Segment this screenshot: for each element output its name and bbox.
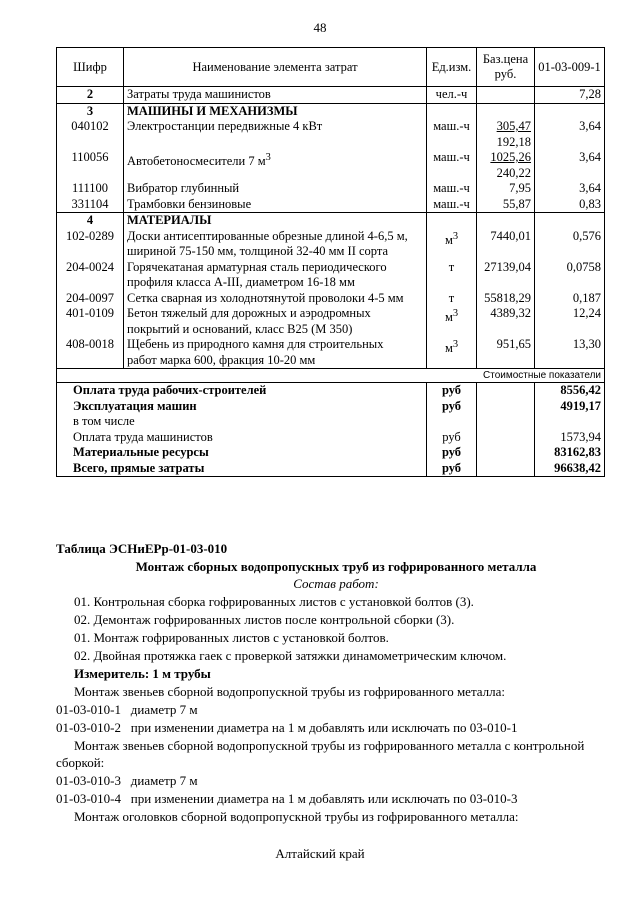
table-title: Таблица ЭСНиЕРр-01-03-010 xyxy=(56,541,228,556)
table-row: 408-0018 Щебень из природного камня для строительных работ марка 600, фракция 10-20 мм $м^3$ 951,65 13,30 xyxy=(57,337,605,369)
section-row-materials: 4 МАТЕРИАЛЫ xyxy=(57,213,605,229)
work-item: 02. Двойная протяжка гаек с проверкой затяжки динамометрическим ключом. xyxy=(74,648,507,663)
summary-row: Эксплуатация машин руб 4919,17 xyxy=(57,399,605,415)
paragraph: Монтаж звеньев сборной водопропускной трубы из гофрированного металла: xyxy=(74,684,506,699)
table-row: 331104 Трамбовки бензиновые маш.-ч 55,87 0,83 xyxy=(57,197,605,213)
paragraph: Монтаж звеньев сборной водопропускной трубы из гофрированного металла с контрольной xyxy=(74,738,585,753)
cost-indicators-row xyxy=(57,369,605,383)
code-item: 01-03-010-1 диаметр 7 м xyxy=(56,702,198,717)
table-row: 204-0024 Горячекатаная арматурная сталь периодического профиля класса А-III, диаметром 16-18 мм т 27139,04 0,0758 xyxy=(57,260,605,291)
table-row: 111100 Вибратор глубинный маш.-ч 7,95 3,64 xyxy=(57,181,605,197)
summary-row: Всего, прямые затраты руб 96638,42 xyxy=(57,461,605,477)
header-name: Наименование элемента затрат xyxy=(124,48,427,87)
summary-row: Оплата труда машинистов руб 1573,94 xyxy=(57,430,605,446)
summary-row: в том числе xyxy=(57,414,605,430)
code-item: 01-03-010-4 при изменении диаметра на 1 м добавлять или исключать по 03-010-3 xyxy=(56,791,518,806)
work-item: 01. Контрольная сборка гофрированных листов с установкой болтов (3). xyxy=(74,594,474,609)
table-row: 401-0109 Бетон тяжелый для дорожных и аэродромных покрытий и оснований, класс В25 (М 350) $м^3$ 4389,32 12,24 xyxy=(57,306,605,337)
cost-indicators-label: Стоимостные показатели xyxy=(57,369,605,383)
table-header-row xyxy=(57,48,605,87)
section-row-machines: 3 МАШИНЫ И МЕХАНИЗМЫ xyxy=(57,103,605,119)
header-base-price: Баз.цена руб. xyxy=(477,48,535,87)
table-row: 204-0097 Сетка сварная из холоднотянутой проволоки 4-5 мм т 55818,29 0,187 xyxy=(57,291,605,307)
footer-region: Алтайский край xyxy=(275,846,365,861)
measure: Измеритель: 1 м трубы xyxy=(74,666,211,681)
page-number: 48 xyxy=(313,20,327,35)
composition-title: Состав работ: xyxy=(293,576,379,591)
cost-table xyxy=(56,47,605,477)
paragraph: Монтаж оголовков сборной водопропускной трубы из гофрированного металла: xyxy=(74,809,519,824)
summary-row: Материальные ресурсы руб 83162,83 xyxy=(57,445,605,461)
header-norm: 01-03-009-1 xyxy=(535,48,605,87)
work-item: 02. Демонтаж гофрированных листов после контрольной сборки (3). xyxy=(74,612,455,627)
summary-row: Оплата труда рабочих-строителей руб 8556,42 xyxy=(57,383,605,399)
header-code: Шифр xyxy=(57,48,124,87)
paragraph-continuation: сборкой: xyxy=(56,755,105,770)
table-row: 102-0289 Доски антисептированные обрезные длиной 4-6,5 м, шириной 75-150 мм, толщиной 32-40 мм II сорта $м^3$ 7440,01 0,576 xyxy=(57,229,605,260)
table-row: 040102 Электростанции передвижные 4 кВт маш.-ч 305,47 192,18 3,64 xyxy=(57,119,605,150)
table-row: 2 Затраты труда машинистов чел.-ч 7,28 xyxy=(57,87,605,104)
table-row: 110056 Автобетоносмесители 7 $м^3$ маш.-ч 1025,26 240,22 3,64 xyxy=(57,150,605,181)
code-item: 01-03-010-2 при изменении диаметра на 1 м добавлять или исключать по 03-010-1 xyxy=(56,720,518,735)
section-heading: Монтаж сборных водопропускных труб из гофрированного металла xyxy=(135,559,537,574)
code-item: 01-03-010-3 диаметр 7 м xyxy=(56,773,198,788)
header-unit: Ед.изм. xyxy=(427,48,477,87)
work-item: 01. Монтаж гофрированных листов с установкой болтов. xyxy=(74,630,389,645)
